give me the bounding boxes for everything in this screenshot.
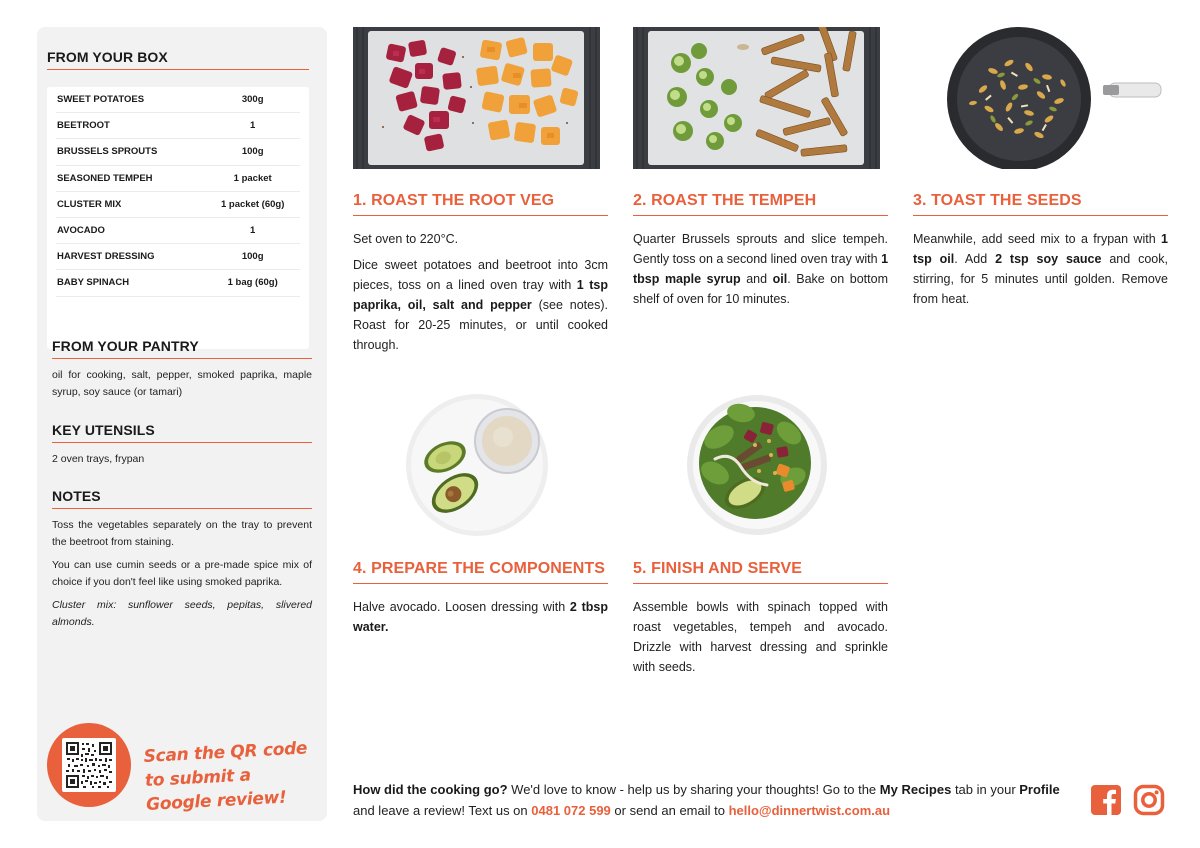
step-1-text: Set oven to 220°C. (353, 232, 459, 246)
step-3-text (913, 229, 1168, 309)
step-5-text: Assemble bowls with spinach topped with roast vegetables, tempeh and avocado. Drizzle with harvest dressing and sprinkle with seeds. (633, 600, 888, 674)
step-3-title: 3. TOAST THE SEEDS (913, 192, 1168, 216)
ingredient-name: AVOCADO (57, 225, 105, 237)
review-footer (353, 779, 1073, 821)
ingredient-row (56, 244, 300, 270)
step-1-text (353, 255, 608, 355)
qr-code-icon (65, 741, 113, 789)
step-2-title: 2. ROAST THE TEMPEH (633, 192, 888, 216)
step-2-bold-ingredient: oil (772, 272, 788, 286)
step-4-text (353, 597, 608, 637)
ingredient-row (56, 87, 300, 113)
ingredient-qty: 1 (250, 120, 256, 132)
note-cluster-mix: Cluster mix: sunflower seeds, pepitas, slivered almonds. (52, 599, 312, 628)
ingredient-qty: 1 packet (60g) (221, 198, 285, 210)
step-3-body (913, 229, 1168, 309)
step-4-bold-ingredient: 2 tbsp water. (353, 600, 609, 634)
from-your-box-heading: FROM YOUR BOX (47, 49, 309, 70)
ingredient-qty: 100g (241, 146, 264, 158)
email-link[interactable]: hello@dinnertwist.com.au (728, 803, 891, 818)
root-veg-tray-photo (353, 27, 600, 169)
step-3-text-part: . Add (954, 252, 996, 266)
ingredient-qty: 1 packet (233, 172, 272, 184)
ingredient-name: BRUSSELS SPROUTS (57, 146, 158, 158)
ingredient-qty: 1 (250, 225, 256, 237)
tempeh-tray-photo (633, 27, 880, 169)
footer-question: How did the cooking go? (353, 782, 508, 797)
ingredient-row (56, 218, 300, 244)
pantry-text: oil for cooking, salt, pepper, smoked paprika, maple syrup, soy sauce (or tamari) (52, 369, 312, 398)
ingredient-row (56, 192, 300, 218)
step-2-text (633, 229, 888, 309)
facebook-icon[interactable] (1090, 784, 1122, 816)
step-5-body (633, 597, 888, 677)
ingredient-row (56, 139, 300, 165)
footer-text: tab in your (951, 782, 1020, 797)
step-2-text-part: Quarter Brussels sprouts and slice tempeh. Gently toss on a second lined oven tray with (633, 232, 888, 266)
step-4-body (353, 597, 608, 637)
pantry-section (52, 338, 312, 401)
step-4-text-part: Halve avocado. Loosen dressing with (353, 600, 570, 614)
step-1-title: 1. ROAST THE ROOT VEG (353, 192, 608, 216)
qr-caption: Scan the QR code to submit a Google review! (143, 738, 308, 815)
my-recipes-tab-link[interactable]: My Recipes (879, 782, 952, 797)
step-3-bold-ingredient: 1 tsp oil (913, 232, 1168, 266)
utensils-heading: KEY UTENSILS (52, 422, 312, 443)
qr-code-badge[interactable] (47, 723, 131, 807)
utensils-text: 2 oven trays, frypan (52, 453, 145, 465)
toasted-seeds-pan-photo (913, 27, 1168, 169)
footer-text: We'd love to know - help us by sharing your thoughts! Go to the (507, 782, 880, 797)
step-1-text-part: (see notes). Roast for 20-25 minutes, or until cooked through. (353, 298, 608, 352)
phone-number-link[interactable]: 0481 072 599 (531, 803, 611, 818)
ingredients-sidebar (37, 27, 327, 821)
note-paragraph: You can use cumin seeds or a pre-made spice mix of choice if you don't feel like using smoked paprika. (52, 559, 312, 588)
ingredient-qty: 1 bag (60g) (227, 277, 278, 289)
avocado-dressing-photo (405, 393, 549, 537)
ingredient-row (56, 270, 300, 296)
step-2-bold-ingredient: 1 tbsp maple syrup (633, 252, 889, 286)
finished-bowl-photo (685, 393, 829, 537)
note-paragraph: Toss the vegetables separately on the tray to prevent the beetroot from staining. (52, 519, 312, 548)
qr-code[interactable] (62, 738, 116, 792)
pantry-heading: FROM YOUR PANTRY (52, 338, 312, 359)
utensils-section (52, 422, 312, 468)
ingredient-name: BEETROOT (57, 120, 110, 132)
ingredient-row (56, 166, 300, 192)
notes-section (52, 488, 312, 631)
ingredient-row (56, 113, 300, 139)
step-1-bold-ingredients: 1 tsp paprika, oil, salt and pepper (353, 278, 608, 312)
step-1-body (353, 229, 608, 355)
ingredients-table (47, 87, 309, 349)
step-3-text-part: Meanwhile, add seed mix to a frypan with (913, 232, 1162, 246)
ingredient-name: BABY SPINACH (57, 277, 130, 289)
notes-heading: NOTES (52, 488, 312, 509)
ingredient-name: SWEET POTATOES (57, 94, 145, 106)
ingredient-name: HARVEST DRESSING (57, 251, 155, 263)
step-3-bold-ingredient: 2 tsp soy sauce (995, 252, 1102, 266)
step-3-text-part: and cook, stirring, for 5 minutes until golden. Remove from heat. (913, 252, 1168, 306)
footer-text: and leave a review! Text us on (353, 803, 532, 818)
step-1-text-part: Dice sweet potatoes and beetroot into 3cm pieces, toss on a lined oven tray with (353, 258, 608, 292)
ingredient-name: CLUSTER MIX (57, 198, 122, 210)
ingredient-qty: 300g (241, 94, 264, 106)
ingredient-qty: 100g (241, 251, 264, 263)
step-5-title: 5. FINISH AND SERVE (633, 560, 888, 584)
step-2-text-part: and (740, 272, 773, 286)
ingredient-name: SEASONED TEMPEH (57, 172, 153, 184)
step-2-text-part: . Bake on bottom shelf of oven for 10 minutes. (633, 272, 888, 306)
step-4-title: 4. PREPARE THE COMPONENTS (353, 560, 608, 584)
instagram-icon[interactable] (1133, 784, 1165, 816)
profile-link[interactable]: Profile (1019, 782, 1060, 797)
footer-text: or send an email to (610, 803, 729, 818)
step-2-body (633, 229, 888, 309)
